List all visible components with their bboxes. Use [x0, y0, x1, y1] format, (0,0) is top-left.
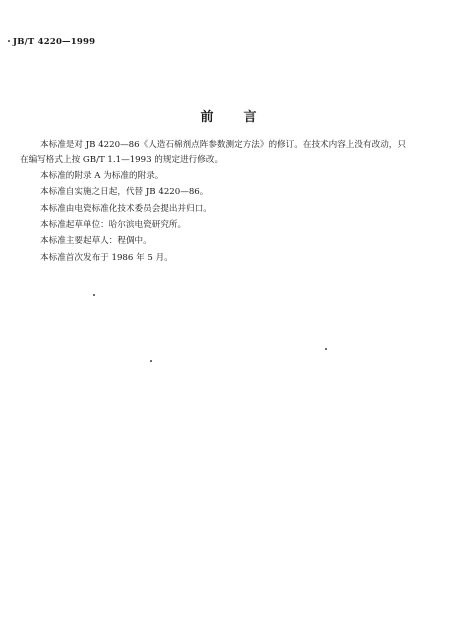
paragraph-4: 本标准由电瓷标准化技术委员会提出并归口。 — [40, 204, 212, 214]
paragraph-1-line-1: 本标准是对 JB 4220—86《人造石棉剂点阵参数测定方法》的修订。在技术内容上没有改动，只 — [40, 140, 406, 150]
title-char-2: 言 — [243, 110, 257, 125]
paragraph-1-line-2: 在编写格式上按 GB/T 1.1—1993 的规定进行修改。 — [20, 155, 224, 165]
paragraph-6: 本标准主要起草人：程倜中。 — [40, 236, 152, 246]
scan-speck — [150, 360, 152, 362]
paragraph-3: 本标准自实施之日起，代替 JB 4220—86。 — [40, 187, 209, 197]
paragraph-2: 本标准的附录 A 为标准的附录。 — [40, 171, 164, 181]
scan-speck — [93, 294, 95, 296]
title-char-1: 前 — [200, 110, 214, 125]
page-title — [0, 106, 457, 125]
scan-speck — [8, 40, 10, 42]
standard-code: JB/T 4220—1999 — [13, 37, 96, 47]
scan-speck — [325, 348, 327, 350]
paragraph-7: 本标准首次发布于 1986 年 5 月。 — [40, 253, 173, 263]
paragraph-5: 本标准起草单位：哈尔滨电瓷研究所。 — [40, 220, 187, 230]
